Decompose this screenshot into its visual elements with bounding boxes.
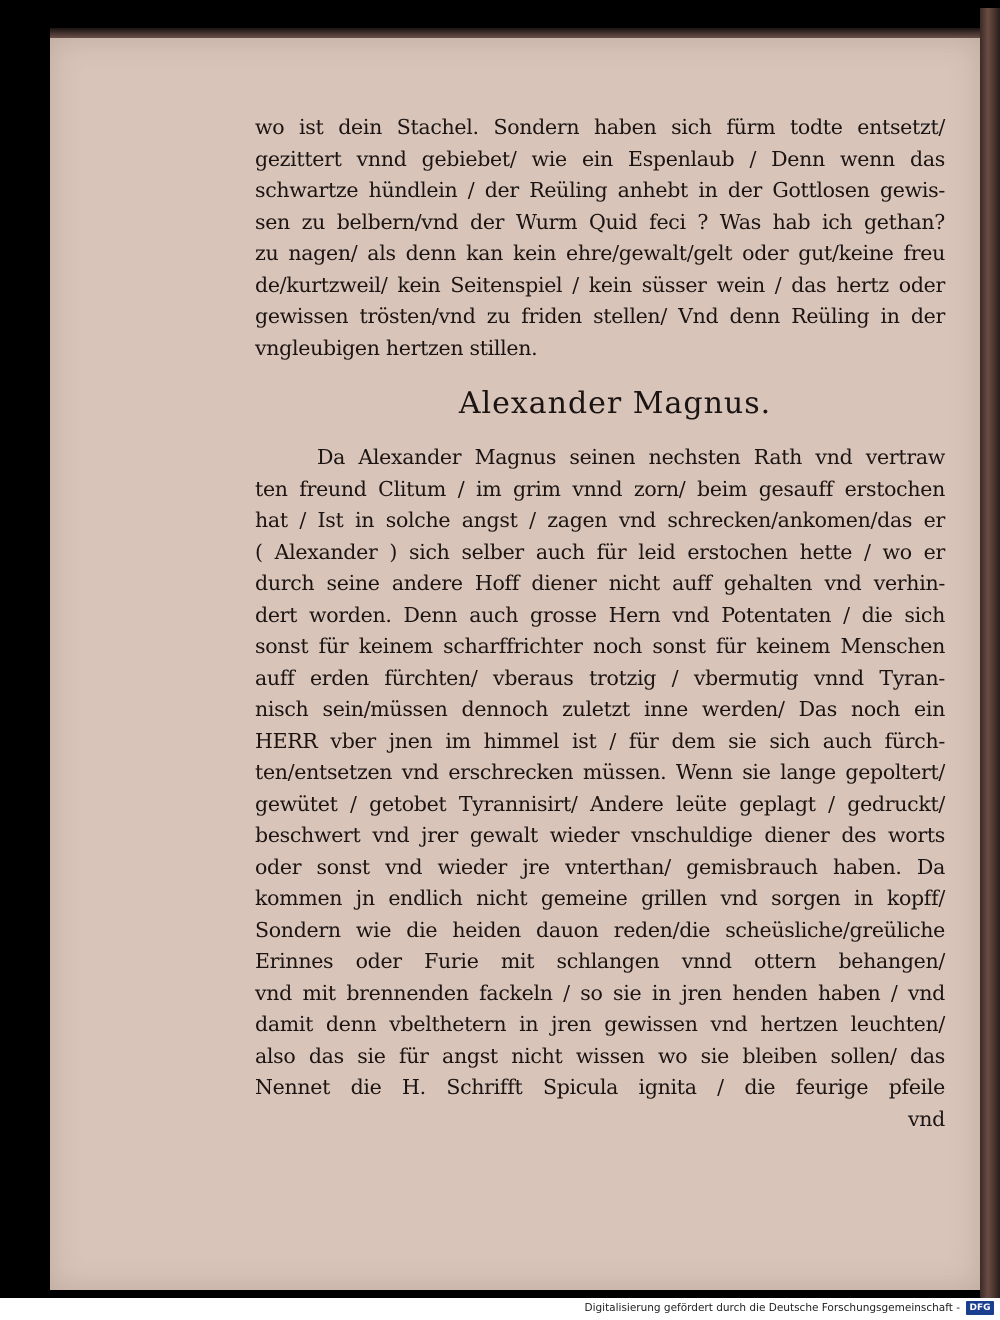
text-line: wo ist dein Stachel. Sondern haben sich fürm todte entsetzt/ bbox=[255, 115, 945, 139]
page-edge-right bbox=[980, 8, 1000, 1298]
text-line: Da Alexander Magnus seinen nechsten Rath vnd vertraw bbox=[317, 445, 945, 469]
text-line: vngleubigen hertzen stillen. bbox=[255, 335, 538, 360]
text-line: schwartze hündlein / der Reüling anhebt in der Gottlosen gewis- bbox=[255, 178, 945, 202]
text-line: also das sie für angst nicht wissen wo sie bleiben sollen/ das bbox=[255, 1043, 945, 1068]
text-line: dert worden. Denn auch grosse Hern vnd Potentaten / die sich bbox=[255, 602, 945, 627]
text-line: Sondern wie die heiden dauon reden/die scheüsliche/greüliche bbox=[255, 917, 945, 942]
paragraph-before-heading bbox=[255, 112, 945, 364]
text-line: Nennet die H. Schrifft Spicula ignita / die feurige pfeile bbox=[255, 1075, 945, 1099]
text-line: Erinnes oder Furie mit schlangen vnnd ottern behangen/ bbox=[255, 949, 945, 973]
paragraph-alexander bbox=[255, 442, 945, 1104]
text-line: oder sonst vnd wieder jre vnterthan/ gemisbrauch haben. Da bbox=[255, 854, 945, 879]
text-line: de/kurtzweil/ kein Seitenspiel / kein süsser wein / das hertz oder bbox=[255, 272, 945, 297]
text-line: ten freund Clitum / im grim vnnd zorn/ beim gesauff erstochen bbox=[255, 476, 945, 501]
text-line: sonst für keinem scharffrichter noch sonst für keinem Menschen bbox=[255, 634, 945, 658]
footer-bar bbox=[0, 1298, 1000, 1320]
text-line: vnd mit brennenden fackeln / so sie in jren henden haben / vnd bbox=[255, 980, 945, 1005]
text-line: zu nagen/ als denn kan kein ehre/gewalt/gelt oder gut/keine freu bbox=[255, 241, 945, 265]
text-line: damit denn vbelthetern in jren gewissen vnd hertzen leuchten/ bbox=[255, 1012, 945, 1036]
text-line: hat / Ist in solche angst / zagen vnd schrecken/ankomen/das er bbox=[255, 508, 945, 532]
text-line: ten/entsetzen vnd erschrecken müssen. Wenn sie lange gepoltert/ bbox=[255, 760, 945, 784]
page-text bbox=[255, 112, 945, 1135]
text-line: nisch sein/müssen dennoch zuletzt inne werden/ Das noch ein bbox=[255, 697, 945, 721]
page-edge-top bbox=[50, 28, 980, 38]
dfg-logo: DFG bbox=[966, 1301, 994, 1315]
text-line: durch seine andere Hoff diener nicht auff gehalten vnd verhin- bbox=[255, 571, 945, 595]
text-line: sen zu belbern/vnd der Wurm Quid feci ? Was hab ich gethan? bbox=[255, 209, 945, 234]
text-line: ( Alexander ) sich selber auch für leid erstochen hette / wo er bbox=[255, 539, 945, 564]
text-line: HERR vber jnen im himmel ist / für dem sie sich auch fürch- bbox=[255, 728, 945, 753]
catchword: vnd bbox=[907, 1106, 945, 1131]
text-line: gewütet / getobet Tyrannisirt/ Andere leüte geplagt / gedruckt/ bbox=[255, 791, 945, 816]
section-heading: Alexander Magnus. bbox=[458, 386, 772, 421]
text-line: gezittert vnnd gebiebet/ wie ein Espenlaub / Denn wenn das bbox=[255, 146, 945, 171]
text-line: kommen jn endlich nicht gemeine grillen vnd sorgen in kopff/ bbox=[255, 886, 945, 910]
text-line: auff erden fürchten/ vberaus trotzig / vbermutig vnnd Tyran- bbox=[255, 665, 945, 690]
text-line: beschwert vnd jrer gewalt wieder vnschuldige diener des worts bbox=[255, 823, 945, 847]
text-line: gewissen trösten/vnd zu friden stellen/ Vnd denn Reüling in der bbox=[255, 304, 945, 328]
funding-notice: Digitalisierung gefördert durch die Deutsche Forschungsgemeinschaft - bbox=[584, 1302, 960, 1314]
